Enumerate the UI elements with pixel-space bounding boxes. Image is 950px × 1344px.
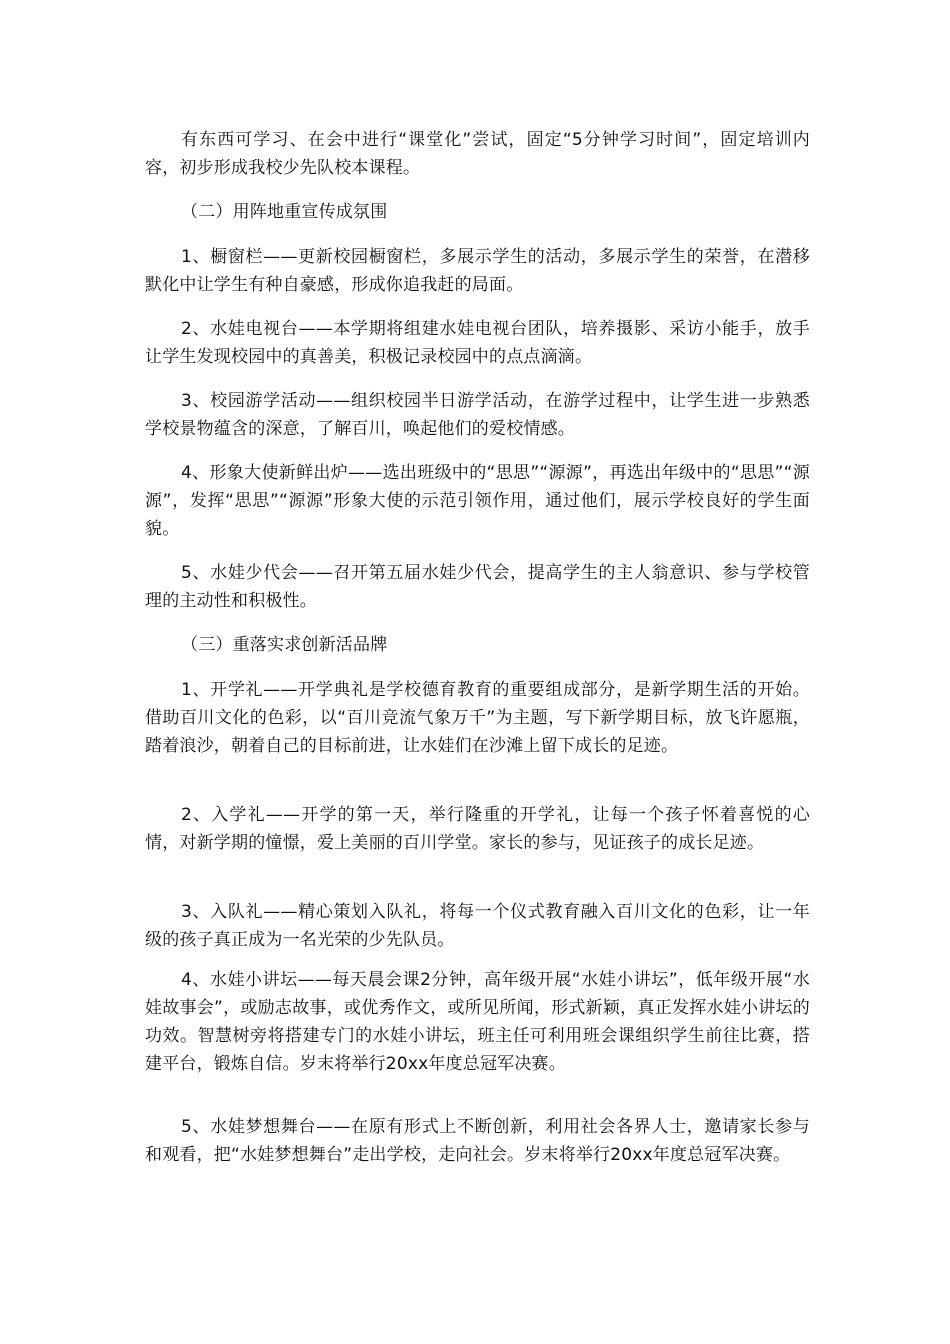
paragraph-item-4: 4、形象大使新鲜出炉——选出班级中的“思思”“源源”，再选出年级中的“思思”“源源”，发挥“思思”“源源”形象大使的示范引领作用，通过他们，展示学校良好的学生面貌。 [145, 463, 810, 539]
section-heading-3: （三）重落实求创新活品牌 [181, 635, 388, 655]
paragraph-item-7: 2、入学礼——开学的第一天，举行隆重的开学礼，让每一个孩子怀着喜悦的心情，对新学期的憧憬，爱上美丽的百川学堂。家长的参与，见证孩子的成长足迹。 [145, 805, 810, 853]
paragraph-item-1: 1、橱窗栏——更新校园橱窗栏，多展示学生的活动，多展示学生的荣誉，在潜移默化中让学生有种自豪感，形成你追我赶的局面。 [145, 247, 810, 295]
paragraph-item-6: 1、开学礼——开学典礼是学校德育教育的重要组成部分，是新学期生活的开始。借助百川文化的色彩，以“百川竞流气象万千”为主题，写下新学期目标，放飞许愿瓶，踏着浪沙，朝着自己的目标前进，让水娃们在沙滩上留下成长的足迹。 [145, 680, 810, 756]
paragraph-item-5: 5、水娃少代会——召开第五届水娃少代会，提高学生的主人翁意识、参与学校管理的主动性和积极性。 [145, 563, 810, 611]
section-heading-2: （二）用阵地重宣传成氛围 [181, 202, 388, 222]
paragraph-item-10: 5、水娃梦想舞台——在原有形式上不断创新，利用社会各界人士，邀请家长参与和观看，把“水娃梦想舞台”走出学校，走向社会。岁末将举行20xx年度总冠军决赛。 [145, 1117, 810, 1165]
paragraph-item-3: 3、校园游学活动——组织校园半日游学活动，在游学过程中，让学生进一步熟悉学校景物蕴含的深意，了解百川，唤起他们的爱校情感。 [145, 391, 810, 439]
paragraph-continuation: 有东西可学习、在会中进行“课堂化”尝试，固定“5分钟学习时间”，固定培训内容，初步形成我校少先队校本课程。 [145, 130, 810, 178]
paragraph-item-8: 3、入队礼——精心策划入队礼，将每一个仪式教育融入百川文化的色彩，让一年级的孩子真正成为一名光荣的少先队员。 [145, 902, 810, 950]
paragraph-item-2: 2、水娃电视台——本学期将组建水娃电视台团队，培养摄影、采访小能手，放手让学生发现校园中的真善美，积极记录校园中的点点滴滴。 [145, 319, 810, 367]
paragraph-item-9: 4、水娃小讲坛——每天晨会课2分钟，高年级开展“水娃小讲坛”，低年级开展“水娃故事会”，或励志故事，或优秀作文，或所见所闻，形式新颖，真正发挥水娃小讲坛的功效。智慧树旁将搭建专门的水娃小讲坛，班主任可利用班会课组织学生前往比赛，搭建平台，锻炼自信。岁末将举行20xx年度总冠军决赛。 [145, 970, 810, 1074]
